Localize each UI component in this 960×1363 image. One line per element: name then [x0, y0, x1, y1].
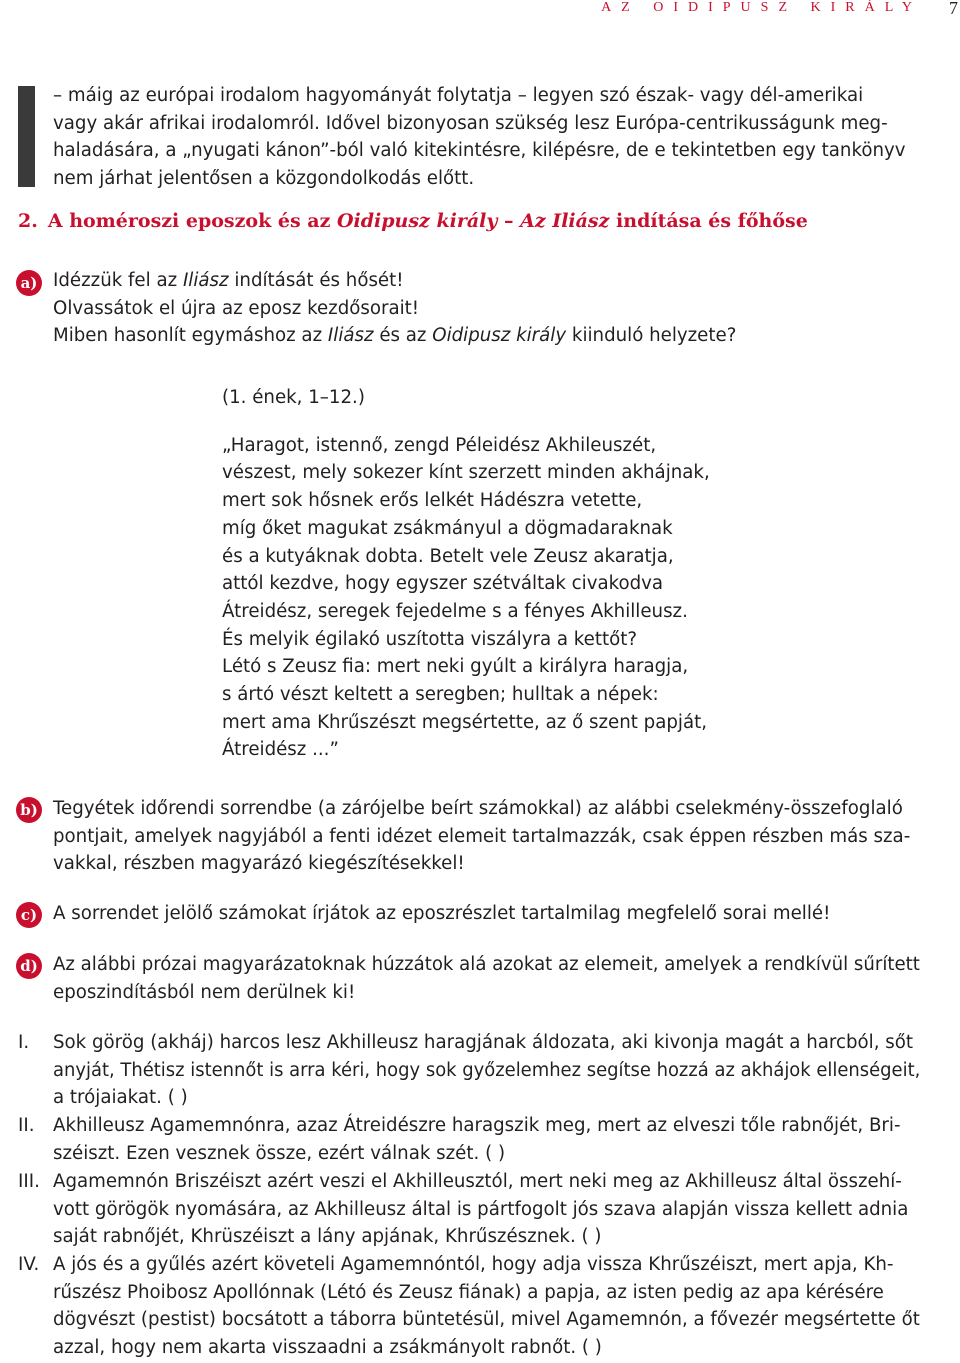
poem-quote — [222, 384, 710, 764]
intro-line: – máig az európai irodalom hagyományát folytatja – legyen szó észak- vagy dél-amerikai — [53, 85, 864, 106]
poem-line: attól kezdve, hogy egyszer szétváltak civakodva — [222, 573, 664, 595]
item-text — [53, 1168, 920, 1251]
poem-line: mert ama Khrűszészt megsértette, az ő szent papját, — [222, 711, 707, 733]
task-d-text — [53, 951, 920, 1006]
page-header — [0, 0, 960, 20]
heading-text: indítása és főhőse — [609, 210, 808, 232]
item-line: vott görögök nyomására, az Akhilleusz által is pártfogolt jós szava alapján vissza kellett adnia — [53, 1198, 909, 1220]
item-numeral: II. — [18, 1115, 35, 1136]
text-run: Miben hasonlít egymáshoz az — [53, 325, 328, 347]
item-line: rűszész Phoibosz Apollónnak (Létó és Zeusz fiának) a papja, az isten pedig az apa kérésére — [53, 1281, 884, 1303]
italic-title: Oidipusz király — [432, 325, 567, 347]
task-b-text — [53, 795, 920, 878]
heading-text: A homéroszi eposzok és az — [47, 210, 337, 232]
task-c-line: A sorrendet jelölő számokat írjátok az eposzrészlet tartalmilag megfelelő sorai mellé! — [53, 903, 831, 924]
task-a-line: Olvassátok el újra az eposz kezdősorait! — [53, 297, 420, 319]
intro-line: vagy akár afrikai irodalomról. Idővel bizonyosan szükség lesz Európa-centrikusságunk meg- — [53, 112, 888, 134]
task-a-line — [53, 322, 920, 350]
item-text — [53, 1029, 920, 1112]
item-line: Sok görög (akháj) harcos lesz Akhilleusz haragjának áldozata, aki kivonja magát a harcból, sőt — [53, 1032, 914, 1053]
text-run: Idézzük fel az — [53, 270, 183, 291]
poem-line: „Haragot, istennő, zengd Péleidész Akhileuszét, — [222, 434, 657, 456]
page-number: 7 — [949, 0, 958, 18]
section-heading — [18, 210, 808, 232]
item-line: A jós és a gyűlés azért követeli Agamemnóntól, hogy adja vissza Khrűszéiszt, mert apja, Kh- — [53, 1254, 894, 1275]
item-numeral: IV. — [18, 1254, 40, 1275]
poem-line: És melyik égilakó uszította viszályra a kettőt? — [222, 628, 638, 650]
task-c-text — [53, 900, 920, 928]
intro-line: nem járhat jelentősen a közgondolkodás előtt. — [53, 168, 475, 190]
task-a-line — [53, 267, 920, 295]
task-a-text — [53, 267, 920, 350]
poem-line: s ártó vészt keltett a seregben; hulltak a népek: — [222, 684, 659, 706]
task-badge-a: a) — [16, 270, 42, 296]
item-line: anyját, Thétisz istennőt is arra kéri, hogy sok győzelemhez segítse hozzá az akhájok ellenségeit, — [53, 1059, 921, 1081]
sidebar-marker-bar — [18, 86, 35, 187]
poem-reference: (1. ének, 1–12.) — [222, 387, 365, 408]
text-run: kiinduló helyzete? — [566, 325, 737, 347]
item-line: saját rabnőjét, Khrüszéiszt a lány apjának, Khrűszésznek. ( ) — [53, 1226, 602, 1248]
heading-text: – — [497, 210, 521, 232]
poem-line: míg őket magukat zsákmányul a dögmadaraknak — [222, 517, 673, 539]
running-title: AZ OIDIPUSZ KIRÁLY — [601, 0, 922, 15]
heading-italic: Az Iliász — [520, 210, 610, 232]
poem-line: Létó s Zeusz fia: mert neki gyúlt a királyra haragja, — [222, 656, 689, 678]
poem-line: mert sok hősnek erős lelkét Hádészra vetette, — [222, 490, 643, 512]
italic-title: Iliász — [182, 270, 229, 291]
poem-line: Átreidész ...” — [222, 739, 339, 761]
task-badge-d: d) — [16, 953, 42, 979]
item-line: dögvészt (pestist) bocsátott a táborra büntetésül, mivel Agamemnón, a fővezér megsértette őt — [53, 1309, 920, 1331]
item-line: azzal, hogy nem akarta visszaadni a zsákmányolt rabnőt. ( ) — [53, 1337, 602, 1359]
poem-line: és a kutyáknak dobta. Betelt vele Zeusz akaratja, — [222, 545, 674, 567]
task-d-line: Az alábbi prózai magyarázatoknak húzzátok alá azokat az elemeit, amelyek a rendkívül sűrített — [53, 954, 920, 975]
poem-line: vészest, mely sokezer kínt szerzett minden akhájnak, — [222, 462, 710, 484]
item-line: széiszt. Ezen vesznek össze, ezért válnak szét. ( ) — [53, 1142, 506, 1164]
heading-italic: Oidipusz király — [336, 210, 498, 232]
item-line: Agamemnón Briszéiszt azért veszi el Akhilleusztól, mert neki meg az Akhilleusz által összehí- — [53, 1171, 902, 1192]
section-number: 2. — [18, 210, 38, 232]
task-badge-b: b) — [16, 797, 42, 823]
task-badge-c: c) — [16, 902, 42, 928]
item-line: a trójaiakat. ( ) — [53, 1087, 188, 1109]
item-numeral: III. — [18, 1171, 40, 1192]
intro-line: haladására, a „nyugati kánon”-ból való kitekintésre, kilépésre, de e tekintetben egy tankönyv — [53, 140, 906, 162]
text-run: és az — [373, 325, 433, 347]
intro-paragraph — [53, 82, 920, 193]
task-b-line: vakkal, részben magyarázó kiegészítésekkel! — [53, 853, 465, 875]
item-line: Akhilleusz Agamemnónra, azaz Átreidészre haragszik meg, mert az elveszi tőle rabnőjét, Bri- — [53, 1115, 901, 1136]
italic-title: Iliász — [327, 325, 374, 347]
task-b-line: pontjait, amelyek nagyjából a fenti idézet elemeit tartalmazzák, csak éppen részben más sza- — [53, 825, 911, 847]
item-numeral: I. — [18, 1032, 30, 1053]
item-text — [53, 1112, 920, 1167]
text-run: indítását és hősét! — [228, 270, 404, 291]
task-d-line: eposzindításból nem derülnek ki! — [53, 981, 356, 1003]
poem-line: Átreidész, seregek fejedelme s a fényes Akhilleusz. — [222, 600, 688, 622]
item-text — [53, 1251, 920, 1362]
task-b-line: Tegyétek időrendi sorrendbe (a zárójelbe beírt számokkal) az alábbi cselekmény-összefoglaló — [53, 798, 903, 819]
